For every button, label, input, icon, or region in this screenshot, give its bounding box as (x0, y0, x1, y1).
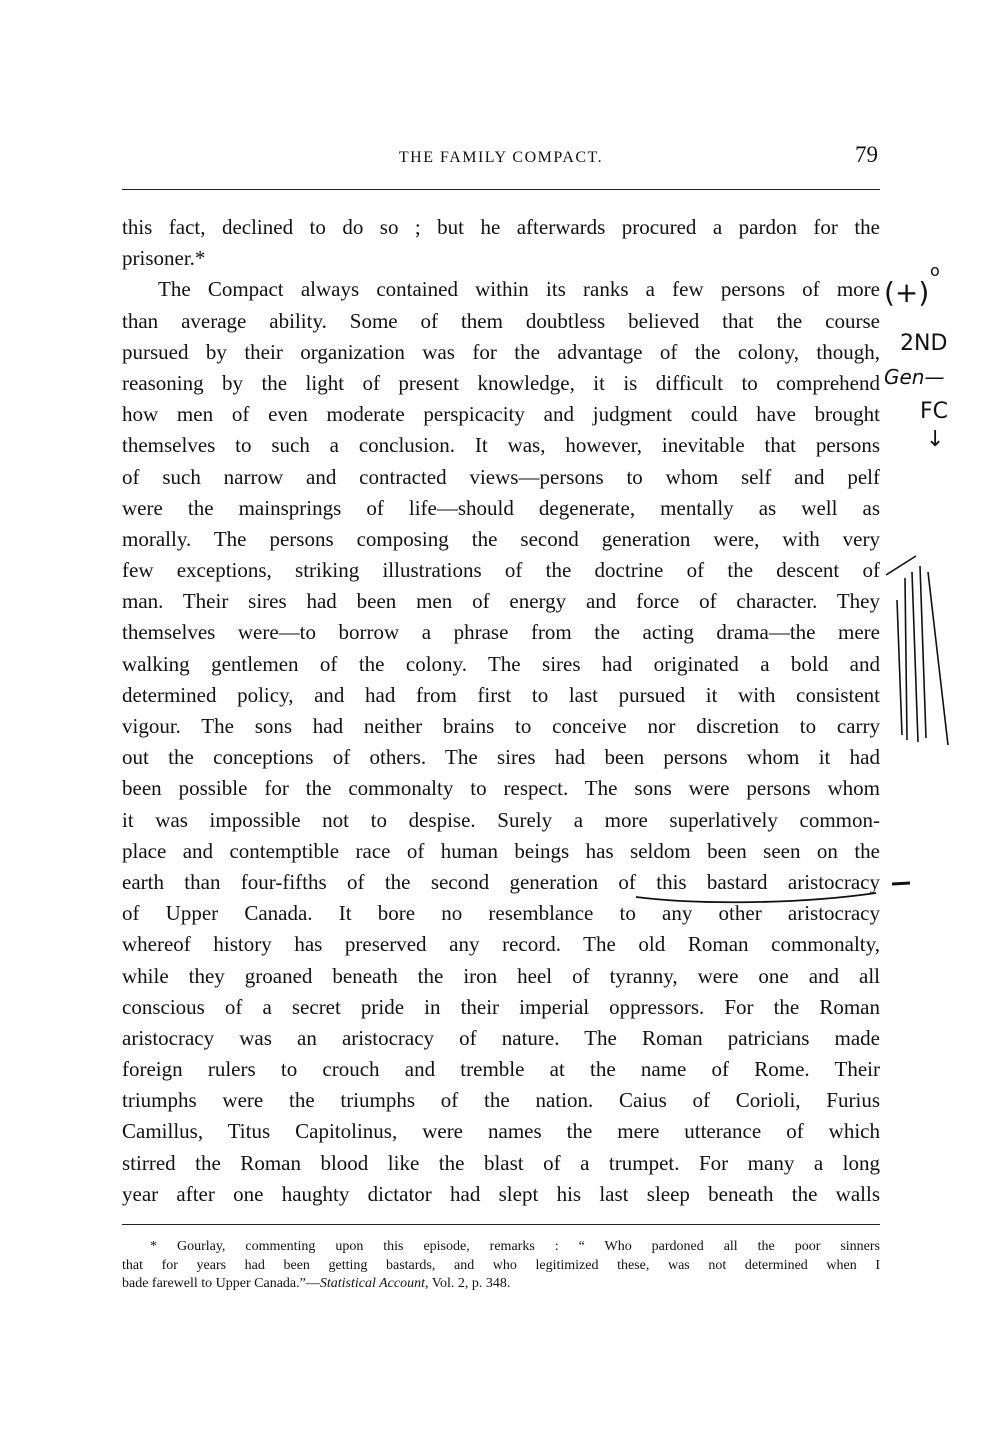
margin-note-arrow: ↓ (926, 427, 945, 452)
text-line: conscious of a secret pride in their imperial oppressors. For the Roman (122, 994, 880, 1019)
text-line: foreign rulers to crouch and tremble at the name of Rome. Their (122, 1057, 880, 1082)
footnote-source-suffix: Vol. 2, p. 348. (428, 1276, 511, 1291)
text-line: this fact, declined to do so ; but he afterwards procured a pardon for the (122, 215, 880, 239)
text-line: triumphs were the triumphs of the nation. Caius of Corioli, Furius (122, 1088, 880, 1113)
text-line: it was impossible not to despise. Surely a more superlatively common- (122, 807, 880, 832)
text-line: The Compact always contained within its ranks a few persons of more (158, 277, 880, 302)
running-title: THE FAMILY COMPACT. (398, 149, 604, 166)
footnote-source-prefix: bade farewell to Upper Canada.”— (122, 1276, 320, 1291)
text-line: prisoner.* (122, 246, 206, 271)
text-line: earth than four-fifths of the second generation of this bastard aristocracy (122, 869, 880, 894)
page-header (122, 142, 880, 176)
text-line: of such narrow and contracted views—persons to whom self and pelf (122, 464, 880, 489)
footnote-line: * Gourlay, commenting upon this episode, remarks : “ Who pardoned all the poor sinners (150, 1239, 880, 1254)
margin-note-fc: FC (920, 399, 949, 424)
text-line: vigour. The sons had neither brains to conceive nor discretion to carry (122, 714, 880, 738)
text-line: pursued by their organization was for the advantage of the colony, though, (122, 339, 880, 364)
text-line: place and contemptible race of human beings has seldom been seen on the (122, 838, 880, 863)
text-line: morally. The persons composing the second generation were, with very (122, 526, 880, 551)
text-line: been possible for the commonalty to respect. The sons were persons whom (122, 776, 880, 801)
margin-note-degree: o (930, 261, 940, 280)
text-line: how men of even moderate perspicacity and judgment could have brought (122, 402, 880, 427)
footnote-line (122, 1275, 880, 1294)
header-rule (122, 189, 880, 190)
footnote (122, 1238, 880, 1294)
margin-note-generation: Gen— (884, 365, 945, 389)
text-line: of Upper Canada. It bore no resemblance to any other aristocracy (122, 901, 880, 926)
text-line: themselves were—to borrow a phrase from the acting drama—the mere (122, 620, 880, 645)
margin-note-plus: (+) (884, 276, 930, 309)
text-line: walking gentlemen of the colony. The sires had originated a bold and (122, 651, 880, 676)
page-number: 79 (855, 142, 878, 167)
text-line: year after one haughty dictator had slept his last sleep beneath the walls (122, 1181, 880, 1206)
margin-bracket-strokes (886, 556, 948, 745)
text-line: aristocracy was an aristocracy of nature. The Roman patricians made (122, 1025, 880, 1050)
text-line: while they groaned beneath the iron heel of tyranny, were one and all (122, 963, 880, 988)
text-line: than average ability. Some of them doubtless believed that the course (122, 308, 880, 333)
footnote-line: that for years had been getting bastards, and who legitimized these, was not determined when I (122, 1257, 880, 1273)
text-line: whereof history has preserved any record. The old Roman commonalty, (122, 932, 880, 957)
text-line: stirred the Roman blood like the blast of a trumpet. For many a long (122, 1150, 880, 1175)
margin-dash-mark (892, 883, 910, 884)
text-line: man. Their sires had been men of energy and force of character. They (122, 589, 880, 614)
text-line: few exceptions, striking illustrations of the doctrine of the descent of (122, 558, 880, 583)
margin-note-second: 2ND (900, 331, 948, 356)
footnote-source-title: Statistical Account, (319, 1276, 429, 1291)
text-line: were the mainsprings of life—should degenerate, mentally as well as (122, 495, 880, 520)
text-line: themselves to such a conclusion. It was, however, inevitable that persons (122, 433, 880, 458)
text-line: reasoning by the light of present knowledge, it is difficult to comprehend (122, 370, 880, 395)
body-text (122, 212, 880, 1210)
text-line: determined policy, and had from first to last pursued it with consistent (122, 682, 880, 707)
footnote-rule (122, 1224, 880, 1225)
text-line: out the conceptions of others. The sires had been persons whom it had (122, 745, 880, 770)
text-line: Camillus, Titus Capitolinus, were names the mere utterance of which (122, 1119, 880, 1144)
